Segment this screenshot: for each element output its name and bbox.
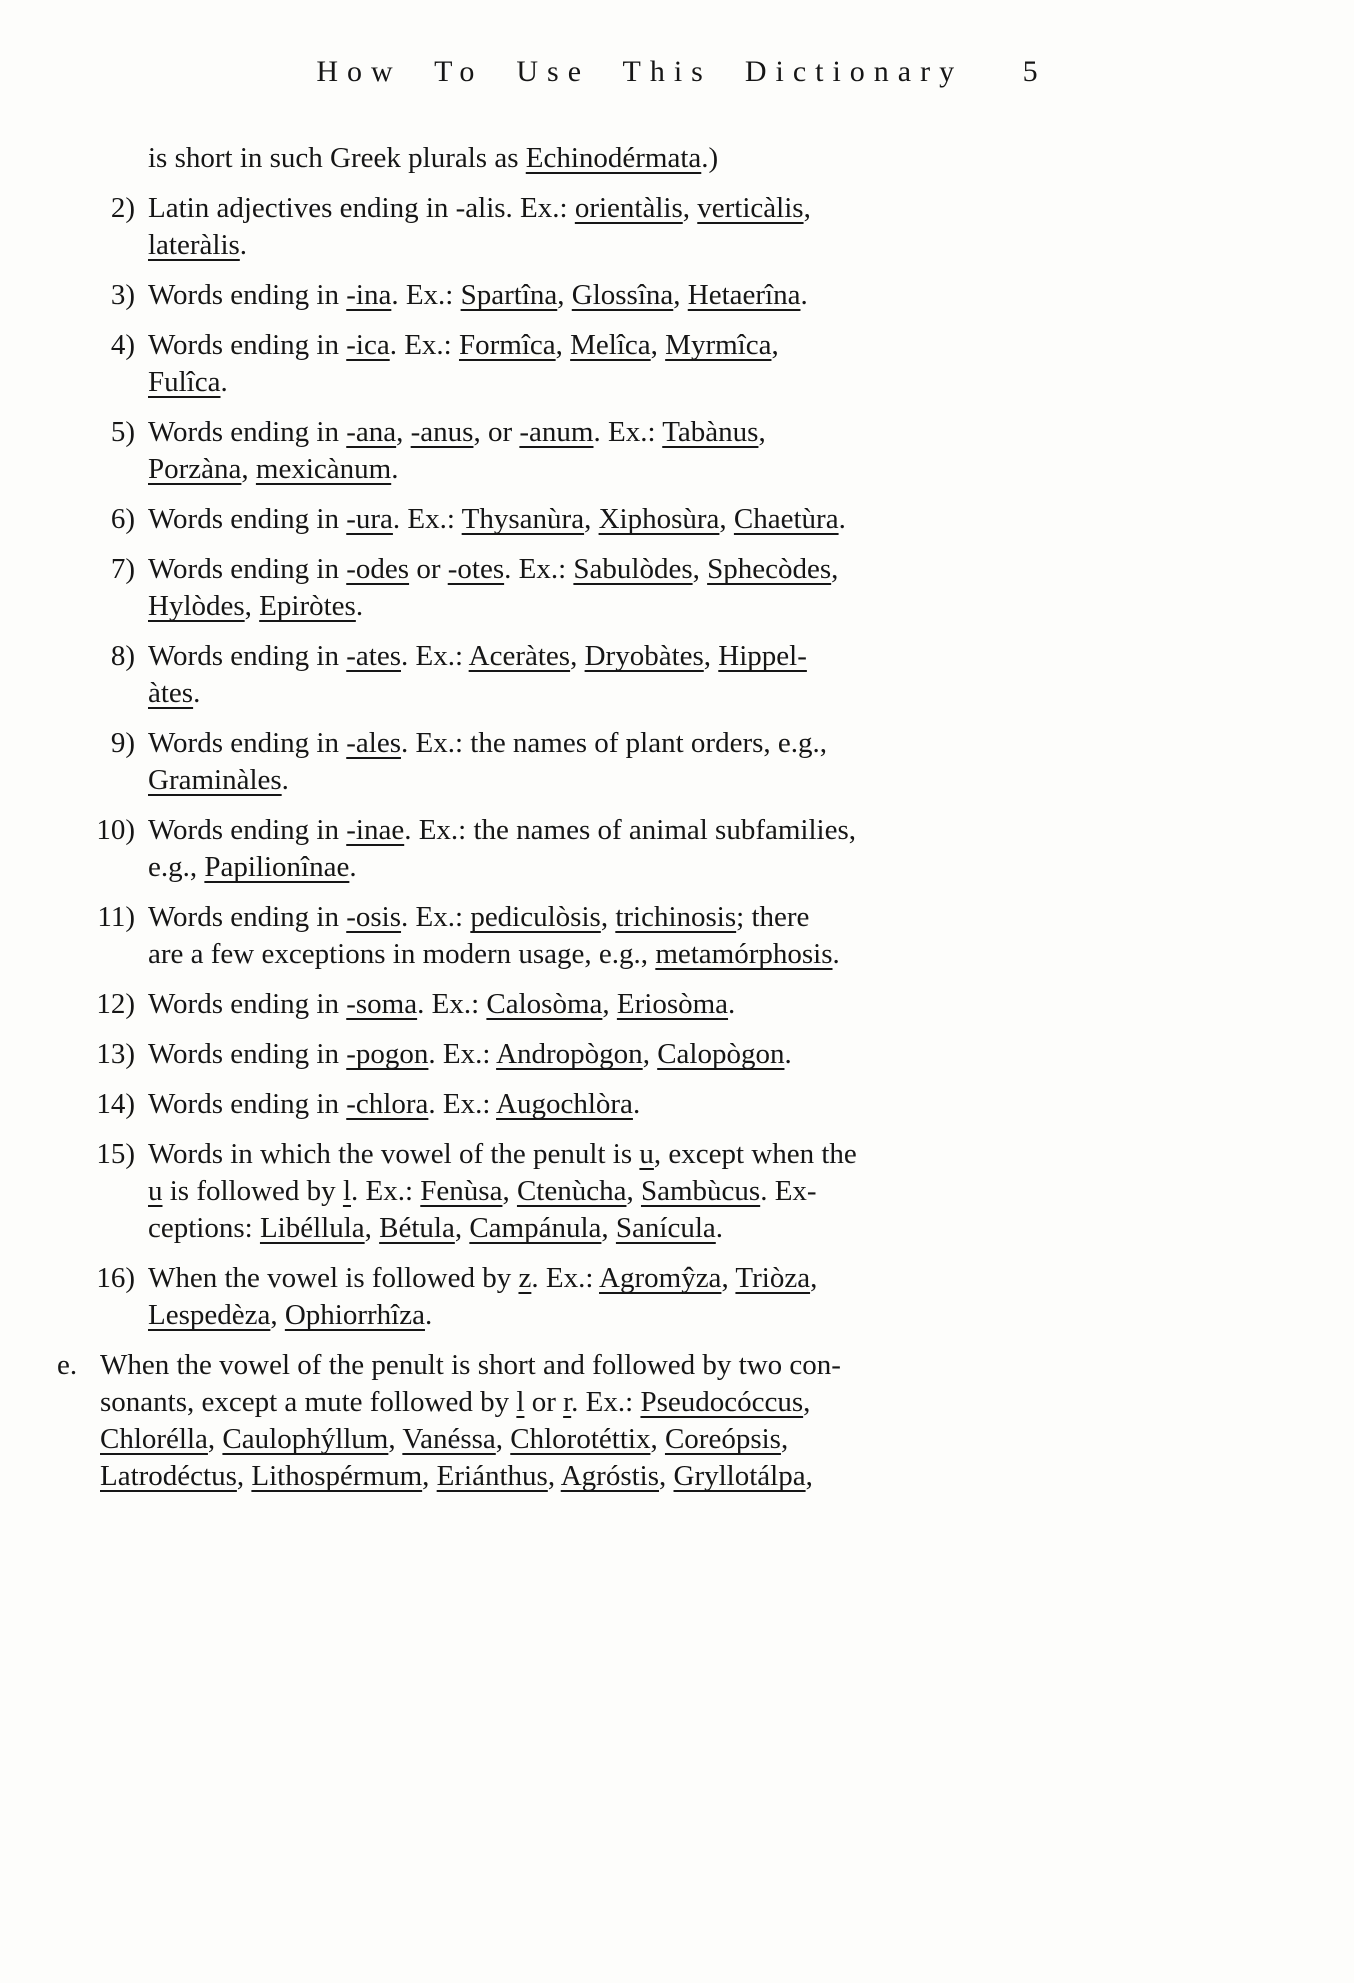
list-item xyxy=(57,190,1314,264)
underlined-term: u xyxy=(148,1175,163,1207)
text-run: . xyxy=(355,590,364,622)
underlined-term: Caulophýllum xyxy=(222,1423,389,1455)
text-run: . Ex.: xyxy=(351,1175,421,1207)
item-text xyxy=(148,1136,1048,1247)
list-item xyxy=(57,327,1314,401)
underlined-term: Thysanùra xyxy=(461,503,585,535)
text-run: Words ending in xyxy=(148,1088,347,1120)
text-run: , xyxy=(659,1460,674,1492)
underlined-term: z xyxy=(518,1262,532,1294)
text-run: , xyxy=(831,553,839,585)
text-run: . xyxy=(220,366,228,398)
text-run: . Ex.: xyxy=(428,1088,497,1120)
underlined-term: Triòza xyxy=(735,1262,811,1294)
underlined-term: -anus xyxy=(410,416,474,448)
list-item xyxy=(57,551,1314,625)
underlined-term: Agromŷza xyxy=(599,1262,722,1294)
underlined-term: Gryllotálpa xyxy=(673,1460,806,1492)
underlined-term: -soma xyxy=(346,988,418,1020)
underlined-term: -ura xyxy=(346,503,393,535)
underlined-term: Coreópsis xyxy=(664,1423,781,1455)
text-run: , xyxy=(388,1423,403,1455)
item-label: 6) xyxy=(110,503,135,535)
text-run: , xyxy=(396,416,411,448)
text-run: ceptions: xyxy=(148,1212,260,1244)
underlined-term: -otes xyxy=(447,553,505,585)
underlined-term: lateràlis xyxy=(148,229,240,261)
underlined-term: Graminàles xyxy=(148,764,282,796)
text-run: , xyxy=(207,1423,223,1455)
item-label: 10) xyxy=(96,814,135,846)
text-run: . Ex.: xyxy=(400,640,469,672)
text-run: Words ending in xyxy=(148,1038,347,1070)
text-run: . Ex.: xyxy=(428,1038,497,1070)
item-text xyxy=(148,986,1048,1023)
list-item xyxy=(57,986,1314,1023)
text-run: .) xyxy=(701,142,719,174)
item-label: 4) xyxy=(110,329,135,361)
item-text xyxy=(148,725,1048,799)
list-item xyxy=(57,1136,1314,1247)
underlined-term: -ana xyxy=(346,416,397,448)
item-text xyxy=(148,638,1048,712)
text-run: Words ending in xyxy=(148,329,347,361)
text-run: . Ex.: xyxy=(401,901,471,933)
text-run: , xyxy=(502,1175,517,1207)
underlined-term: Hippel- xyxy=(718,640,807,672)
list-item xyxy=(57,501,1314,538)
item-text xyxy=(148,899,1048,973)
text-run: , xyxy=(805,1460,813,1492)
underlined-term: u xyxy=(639,1138,654,1170)
item-text xyxy=(148,277,1048,314)
text-run: , xyxy=(557,279,572,311)
underlined-term: Eriánthus xyxy=(436,1460,548,1492)
text-run: , xyxy=(771,329,779,361)
text-run: . Ex.: xyxy=(417,988,487,1020)
underlined-term: -pogon xyxy=(346,1038,429,1070)
text-run: . Ex.: xyxy=(531,1262,600,1294)
item-label: 12) xyxy=(96,988,135,1020)
underlined-term: l xyxy=(342,1175,351,1207)
underlined-term: Hetaerîna xyxy=(687,279,801,311)
item-text xyxy=(148,1086,1048,1123)
text-run: . Ex.: the names of plant orders, e.g., xyxy=(400,727,828,759)
text-run: ; there xyxy=(736,901,810,933)
underlined-term: Bétula xyxy=(379,1212,455,1244)
text-run: , xyxy=(570,640,585,672)
item-label: 3) xyxy=(110,279,135,311)
underlined-term: -ina xyxy=(346,279,392,311)
text-run: , xyxy=(721,1262,736,1294)
item-text xyxy=(148,414,1048,488)
underlined-term: Formîca xyxy=(458,329,556,361)
page-title: How To Use This Dictionary xyxy=(316,55,964,88)
underlined-term: Dryobàtes xyxy=(584,640,704,672)
text-run: are a few exceptions in modern usage, e.g., xyxy=(148,938,656,970)
list-item xyxy=(57,812,1314,886)
underlined-term: Andropògon xyxy=(496,1038,643,1070)
text-run: , xyxy=(803,192,811,224)
item-text xyxy=(148,140,1048,177)
text-run: , xyxy=(547,1460,561,1492)
underlined-term: -inae xyxy=(346,814,405,846)
page-header xyxy=(0,55,1354,88)
text-run: . xyxy=(784,1038,792,1070)
underlined-term: trichinosis xyxy=(615,901,737,933)
text-run: . Ex.: xyxy=(391,279,461,311)
text-run: When the vowel is followed by xyxy=(148,1262,519,1294)
text-run: , xyxy=(673,279,688,311)
underlined-term: -osis xyxy=(346,901,402,933)
underlined-term: r xyxy=(563,1386,572,1418)
underlined-term: -ica xyxy=(346,329,390,361)
list-item xyxy=(57,1347,1314,1495)
underlined-term: Melîca xyxy=(570,329,651,361)
underlined-term: Campánula xyxy=(469,1212,602,1244)
underlined-term: Lespedèza xyxy=(148,1299,271,1331)
underlined-term: Echinodérmata xyxy=(525,142,702,174)
list-item xyxy=(57,1086,1314,1123)
text-run: , xyxy=(810,1262,818,1294)
text-run: , xyxy=(454,1212,470,1244)
text-run: , xyxy=(719,503,734,535)
item-label: 8) xyxy=(110,640,135,672)
text-run: . xyxy=(391,453,399,485)
item-label: 2) xyxy=(110,192,135,224)
item-text xyxy=(148,1036,1048,1073)
underlined-term: Papilionînae xyxy=(204,851,350,883)
text-run: . xyxy=(239,229,248,261)
text-run: . Ex.: xyxy=(504,553,574,585)
underlined-term: metamórphosis xyxy=(655,938,833,970)
text-run: . xyxy=(193,677,201,709)
item-label: 13) xyxy=(96,1038,135,1070)
list-item xyxy=(57,140,1314,177)
underlined-term: Chaetùra xyxy=(733,503,839,535)
text-run: , xyxy=(364,1212,380,1244)
text-run: . xyxy=(832,938,840,970)
text-run: , xyxy=(236,1460,252,1492)
item-text xyxy=(148,1260,1048,1334)
list-item xyxy=(57,414,1314,488)
underlined-term: Myrmîca xyxy=(665,329,772,361)
underlined-term: orientàlis xyxy=(574,192,683,224)
text-run: or xyxy=(409,553,448,585)
underlined-term: Glossîna xyxy=(571,279,674,311)
underlined-term: -ales xyxy=(346,727,401,759)
text-run: , xyxy=(241,453,256,485)
text-run: is short in such Greek plurals as xyxy=(148,142,526,174)
text-run: Words in which the vowel of the penult is xyxy=(148,1138,640,1170)
underlined-term: Ophiorrhîza xyxy=(284,1299,425,1331)
underlined-term: Porzàna xyxy=(148,453,242,485)
text-run: Words ending in xyxy=(148,727,347,759)
text-run: . xyxy=(728,988,736,1020)
item-label: 7) xyxy=(110,553,135,585)
text-run: , xyxy=(650,1423,665,1455)
text-run: , xyxy=(601,1212,616,1244)
item-text xyxy=(148,190,1048,264)
underlined-term: l xyxy=(516,1386,525,1418)
text-run: Latin adjectives ending in -alis. Ex.: xyxy=(148,192,575,224)
text-run: , xyxy=(244,590,260,622)
text-run: . xyxy=(424,1299,433,1331)
underlined-term: -ates xyxy=(346,640,401,672)
text-run: , xyxy=(758,416,766,448)
text-run: Words ending in xyxy=(148,640,347,672)
text-run: , xyxy=(626,1175,641,1207)
list-item xyxy=(57,1036,1314,1073)
underlined-term: -chlora xyxy=(346,1088,429,1120)
underlined-term: Fulîca xyxy=(148,366,221,398)
underlined-term: Sabulòdes xyxy=(573,553,693,585)
list-item xyxy=(57,638,1314,712)
underlined-term: Sanícula xyxy=(615,1212,716,1244)
list-item xyxy=(57,277,1314,314)
underlined-term: Vanéssa xyxy=(402,1423,496,1455)
text-run: . Ex.: xyxy=(571,1386,641,1418)
underlined-term: Sambùcus xyxy=(640,1175,761,1207)
page-number: 5 xyxy=(1022,55,1038,88)
underlined-term: Fenùsa xyxy=(420,1175,503,1207)
item-text xyxy=(148,327,1048,401)
text-run: . xyxy=(800,279,808,311)
underlined-term: Chlorotéttix xyxy=(510,1423,651,1455)
underlined-term: àtes xyxy=(148,677,194,709)
item-label: 9) xyxy=(110,727,135,759)
underlined-term: Spartîna xyxy=(460,279,558,311)
text-run: , xyxy=(422,1460,437,1492)
underlined-term: verticàlis xyxy=(697,192,804,224)
text-run: , or xyxy=(473,416,520,448)
text-run: . Ex.: the names of animal subfamilies, xyxy=(404,814,857,846)
underlined-term: Sphecòdes xyxy=(707,553,832,585)
text-run: is followed by xyxy=(162,1175,343,1207)
underlined-term: Lithospérmum xyxy=(251,1460,423,1492)
text-run: Words ending in xyxy=(148,279,347,311)
text-run: . Ex.: xyxy=(392,503,462,535)
text-run: e.g., xyxy=(148,851,205,883)
text-run: , xyxy=(703,640,719,672)
underlined-term: -anum xyxy=(519,416,594,448)
item-label: 11) xyxy=(97,901,135,933)
text-run: When the vowel of the penult is short and followed by two con- xyxy=(100,1349,841,1381)
item-text xyxy=(148,812,1048,886)
item-label: 5) xyxy=(110,416,135,448)
text-run: , xyxy=(584,503,599,535)
underlined-term: Aceràtes xyxy=(468,640,571,672)
item-label: 15) xyxy=(96,1138,135,1170)
text-run: . xyxy=(715,1212,724,1244)
underlined-term: Augochlòra xyxy=(496,1088,633,1120)
item-label: e. xyxy=(57,1349,78,1381)
text-run: Words ending in xyxy=(148,814,347,846)
text-run: , xyxy=(600,901,616,933)
underlined-term: Hylòdes xyxy=(148,590,245,622)
text-run: , except when the xyxy=(653,1138,857,1170)
text-run: . xyxy=(349,851,357,883)
text-run: sonants, except a mute followed by xyxy=(100,1386,517,1418)
underlined-term: Agróstis xyxy=(560,1460,660,1492)
text-run: . Ex.: xyxy=(593,416,663,448)
underlined-term: Ctenùcha xyxy=(516,1175,627,1207)
underlined-term: Libéllula xyxy=(259,1212,365,1244)
item-text xyxy=(100,1347,1000,1495)
text-run: , xyxy=(270,1299,285,1331)
item-text xyxy=(148,501,1048,538)
text-run: . xyxy=(838,503,846,535)
text-run: . Ex- xyxy=(760,1175,817,1207)
underlined-term: Pseudocóccus xyxy=(640,1386,804,1418)
text-run: , xyxy=(602,988,617,1020)
underlined-term: Latrodéctus xyxy=(100,1460,237,1492)
text-run: , xyxy=(682,192,698,224)
underlined-term: Tabànus xyxy=(662,416,759,448)
text-run: Words ending in xyxy=(148,553,347,585)
text-run: , xyxy=(495,1423,511,1455)
text-run: Words ending in xyxy=(148,503,347,535)
item-label: 16) xyxy=(96,1262,135,1294)
document-body xyxy=(0,140,1354,1495)
text-run: , xyxy=(642,1038,658,1070)
underlined-term: Calosòma xyxy=(486,988,603,1020)
item-label: 14) xyxy=(96,1088,135,1120)
item-text xyxy=(148,551,1048,625)
text-run: . xyxy=(281,764,289,796)
underlined-term: -odes xyxy=(346,553,410,585)
list-item xyxy=(57,899,1314,973)
text-run: , xyxy=(780,1423,789,1455)
text-run: Words ending in xyxy=(148,416,347,448)
underlined-term: Eriosòma xyxy=(616,988,729,1020)
list-item xyxy=(57,725,1314,799)
text-run: , xyxy=(555,329,571,361)
text-run: , xyxy=(650,329,666,361)
list-item xyxy=(57,1260,1314,1334)
underlined-term: Chlorélla xyxy=(100,1423,208,1455)
text-run: Words ending in xyxy=(148,901,347,933)
underlined-term: pediculòsis xyxy=(470,901,601,933)
text-run: , xyxy=(803,1386,811,1418)
underlined-term: Calopògon xyxy=(657,1038,785,1070)
text-run: , xyxy=(692,553,708,585)
text-run: . Ex.: xyxy=(389,329,459,361)
underlined-term: mexicànum xyxy=(255,453,392,485)
text-run: . xyxy=(632,1088,641,1120)
text-run: Words ending in xyxy=(148,988,347,1020)
underlined-term: Xiphosùra xyxy=(598,503,720,535)
text-run: or xyxy=(524,1386,564,1418)
underlined-term: Epiròtes xyxy=(259,590,356,622)
